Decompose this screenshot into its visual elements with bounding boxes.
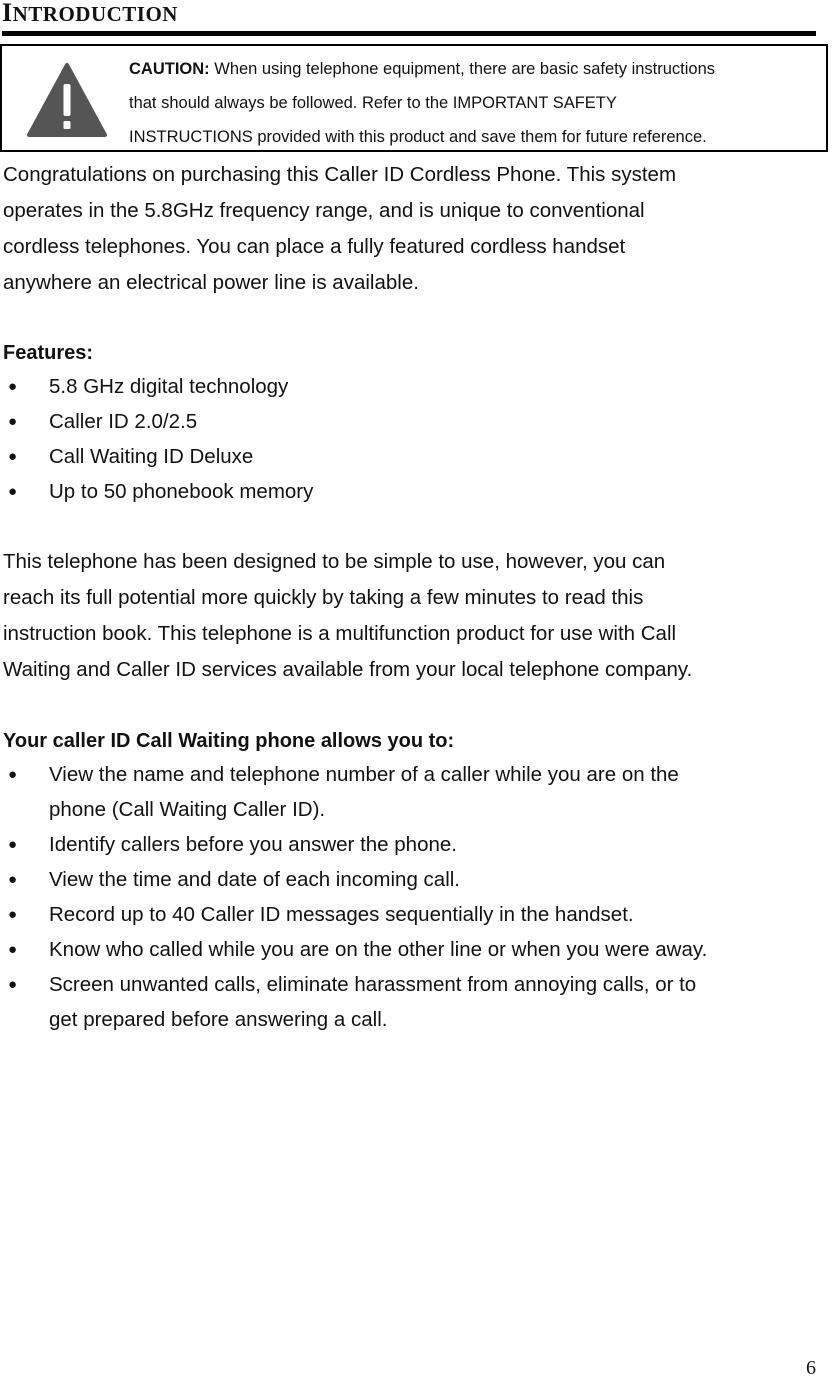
list-item-text: View the name and telephone number of a caller while you are on the	[49, 763, 679, 786]
capabilities-heading: Your caller ID Call Waiting phone allows you to:	[3, 730, 455, 752]
list-item-text: 5.8 GHz digital technology	[49, 375, 289, 398]
bullet-icon: ●	[8, 483, 18, 500]
features-list	[0, 369, 832, 509]
bullet-icon: ●	[8, 448, 18, 465]
list-item	[0, 404, 832, 439]
list-item-text: Screen unwanted calls, eliminate harassment from annoying calls, or to	[49, 973, 697, 996]
caution-box	[0, 44, 828, 152]
caution-line	[129, 52, 829, 86]
bullet-icon: ●	[8, 976, 18, 993]
caution-label: CAUTION:	[129, 60, 210, 78]
heading-rest: NTRODUCTION	[12, 2, 178, 26]
intro-paragraph	[3, 157, 829, 301]
list-item-text: View the time and date of each incoming call.	[49, 868, 461, 891]
bullet-icon: ●	[8, 906, 18, 923]
list-item-text: Record up to 40 Caller ID messages sequentially in the handset.	[49, 903, 634, 926]
capabilities-list	[0, 757, 832, 1037]
list-item	[0, 897, 832, 932]
bullet-icon: ●	[8, 413, 18, 430]
list-item	[0, 862, 832, 897]
caution-line: INSTRUCTIONS provided with this product and save them for future reference.	[129, 128, 707, 146]
paragraph-line: Congratulations on purchasing this Caller ID Cordless Phone. This system	[3, 163, 677, 186]
caution-line-text: When using telephone equipment, there are basic safety instructions	[209, 60, 716, 78]
paragraph-line: operates in the 5.8GHz frequency range, and is unique to conventional	[3, 199, 645, 222]
bullet-icon: ●	[8, 378, 18, 395]
bullet-icon: ●	[8, 941, 18, 958]
list-item	[0, 967, 832, 1037]
caution-text	[129, 52, 829, 154]
list-item-text: get prepared before answering a call.	[49, 1008, 388, 1031]
list-item-text: Call Waiting ID Deluxe	[49, 445, 254, 468]
features-heading: Features:	[3, 342, 94, 364]
bullet-icon: ●	[8, 836, 18, 853]
list-item	[0, 439, 832, 474]
caution-line: that should always be followed. Refer to the IMPORTANT SAFETY	[129, 94, 617, 112]
list-item	[0, 757, 832, 827]
bullet-icon: ●	[8, 871, 18, 888]
list-item	[0, 827, 832, 862]
paragraph-line: This telephone has been designed to be simple to use, however, you can	[3, 550, 666, 573]
warning-triangle-icon	[26, 62, 108, 138]
list-item	[0, 932, 832, 967]
paragraph-line: cordless telephones. You can place a fully featured cordless handset	[3, 235, 626, 258]
list-item	[0, 369, 832, 404]
list-item-text: Know who called while you are on the other line or when you were away.	[49, 938, 708, 961]
page-number: 6	[806, 1357, 816, 1379]
list-item-text: phone (Call Waiting Caller ID).	[49, 798, 326, 821]
bullet-icon: ●	[8, 766, 18, 783]
paragraph-line: anywhere an electrical power line is available.	[3, 271, 419, 294]
design-paragraph	[3, 544, 829, 688]
paragraph-line: reach its full potential more quickly by taking a few minutes to read this	[3, 586, 644, 609]
list-item-text: Caller ID 2.0/2.5	[49, 410, 198, 433]
heading-initial: I	[2, 0, 13, 27]
heading-rule	[2, 31, 816, 36]
list-item-text: Up to 50 phonebook memory	[49, 480, 314, 503]
section-heading	[2, 0, 178, 29]
paragraph-line: Waiting and Caller ID services available from your local telephone company.	[3, 658, 693, 681]
list-item	[0, 474, 832, 509]
list-item-text: Identify callers before you answer the phone.	[49, 833, 457, 856]
paragraph-line: instruction book. This telephone is a multifunction product for use with Call	[3, 622, 677, 645]
